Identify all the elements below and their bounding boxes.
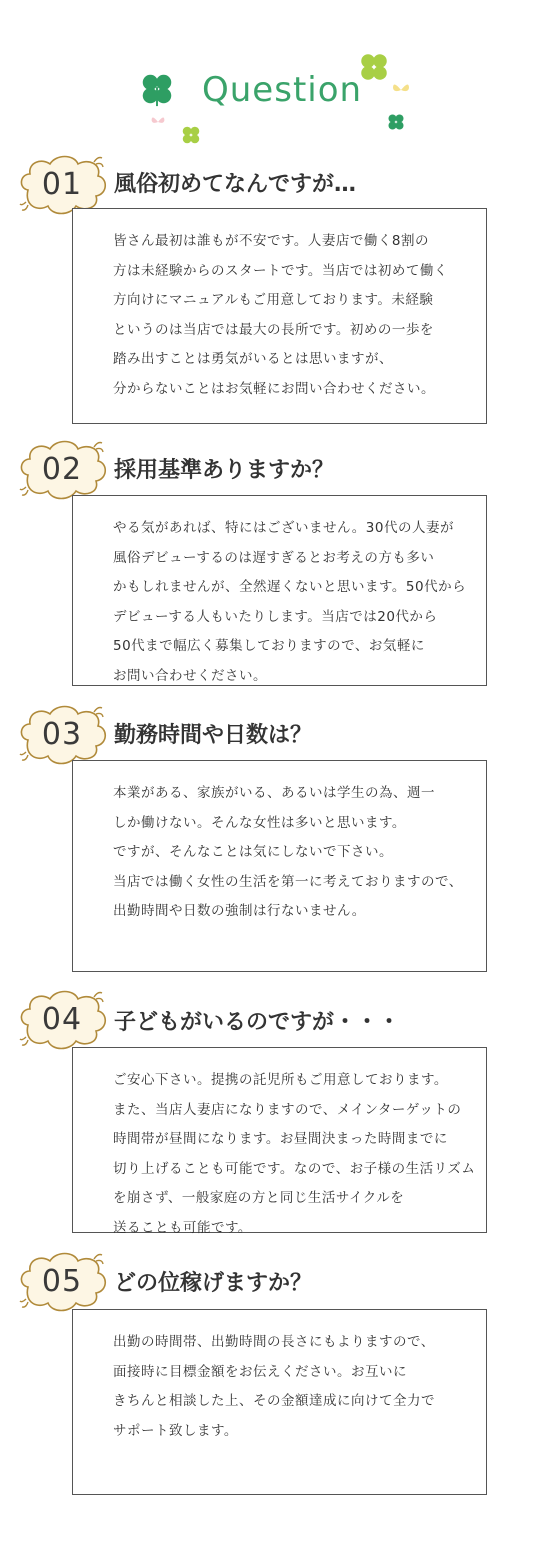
answer-line: やる気があれば、特にはございません。30代の人妻が <box>113 520 454 536</box>
answer-line: お問い合わせください。 <box>113 667 267 684</box>
answer-line: デビューする人もいたりします。当店では20代から <box>113 608 438 625</box>
answer-line: 50代まで幅広く募集しておりますので、お気軽に <box>113 638 425 654</box>
answer-line: 出勤時間や日数の強制は行ないません。 <box>113 903 366 919</box>
answer-line: 面接時に目標金額をお伝えください。お互いに <box>113 1363 407 1380</box>
answer-line: 送ることも可能です。 <box>113 1219 252 1236</box>
butterfly-icon <box>150 114 166 130</box>
header <box>0 0 560 150</box>
question-number: 02 <box>41 451 83 487</box>
answer-line: 方向けにマニュアルもご用意しております。未経験 <box>113 292 434 308</box>
answer-line: また、当店人妻店になりますので、メインターゲットの <box>113 1101 462 1118</box>
answer-line: 分からないことはお気軽にお問い合わせください。 <box>113 380 435 397</box>
clover-icon <box>357 50 391 84</box>
question-number: 01 <box>41 166 83 202</box>
question-text: 風俗初めてなんですが… <box>114 172 357 197</box>
answer-line: かもしれませんが、全然遅くないと思います。50代から <box>113 579 467 595</box>
question-text: 採用基準ありますか？ <box>114 458 335 483</box>
question-number-badge <box>16 985 108 1053</box>
question-number-badge <box>16 1247 108 1315</box>
answer-box <box>72 495 487 686</box>
question-text: どの位稼げますか？ <box>114 1271 313 1296</box>
answer-line: 出勤の時間帯、出勤時間の長さにもよりますので、 <box>113 1334 435 1350</box>
answer-line: 切り上げることも可能です。なので、お子様の生活リズム <box>113 1160 476 1177</box>
question-number-badge <box>16 700 108 768</box>
answer-line: 踏み出すことは勇気がいるとは思いますが、 <box>113 351 393 367</box>
butterfly-icon <box>391 80 411 100</box>
answer-line: ご安心下さい。提携の託児所もご用意しております。 <box>113 1072 448 1088</box>
answer-line: 時間帯が昼間になります。お昼間決まった時間までに <box>113 1131 448 1147</box>
clover-icon <box>386 112 406 132</box>
answer-box <box>72 208 487 424</box>
answer-box <box>72 1047 487 1236</box>
answer-line: 皆さん最初は誰もが不安です。人妻店で働く8割の <box>113 233 430 249</box>
answer-box <box>72 1309 487 1495</box>
answer-line: を崩さず、一般家庭の方と同じ生活サイクルを <box>113 1190 405 1206</box>
clover-icon <box>138 70 176 108</box>
answer-line: というのは当店では最大の長所です。初めの一歩を <box>113 321 434 338</box>
question-text: 子どもがいるのですが・・・ <box>114 1010 401 1035</box>
answer-line: しか働けない。そんな女性は多いと思います。 <box>113 814 406 831</box>
page-title: Question <box>202 70 363 110</box>
answer-line: 当店では働く女性の生活を第一に考えておりますので、 <box>113 873 463 890</box>
answer-line: サポート致します。 <box>113 1422 238 1439</box>
question-number: 05 <box>41 1263 83 1299</box>
answer-box <box>72 760 487 972</box>
answer-line: きちんと相談した上、その金額達成に向けて全力で <box>113 1393 435 1409</box>
question-number: 03 <box>41 716 83 752</box>
answer-line: 方は未経験からのスタートです。当店では初めて働く <box>113 262 448 279</box>
question-number: 04 <box>41 1001 83 1037</box>
question-number-badge <box>16 435 108 503</box>
clover-icon <box>180 124 202 146</box>
answer-line: 風俗デビューするのは遅すぎるとお考えの方も多い <box>113 549 435 566</box>
answer-line: 本業がある、家族がいる、あるいは学生の為、週一 <box>113 785 435 801</box>
question-text: 勤務時間や日数は？ <box>114 723 313 748</box>
answer-line: ですが、そんなことは気にしないで下さい。 <box>113 844 393 860</box>
